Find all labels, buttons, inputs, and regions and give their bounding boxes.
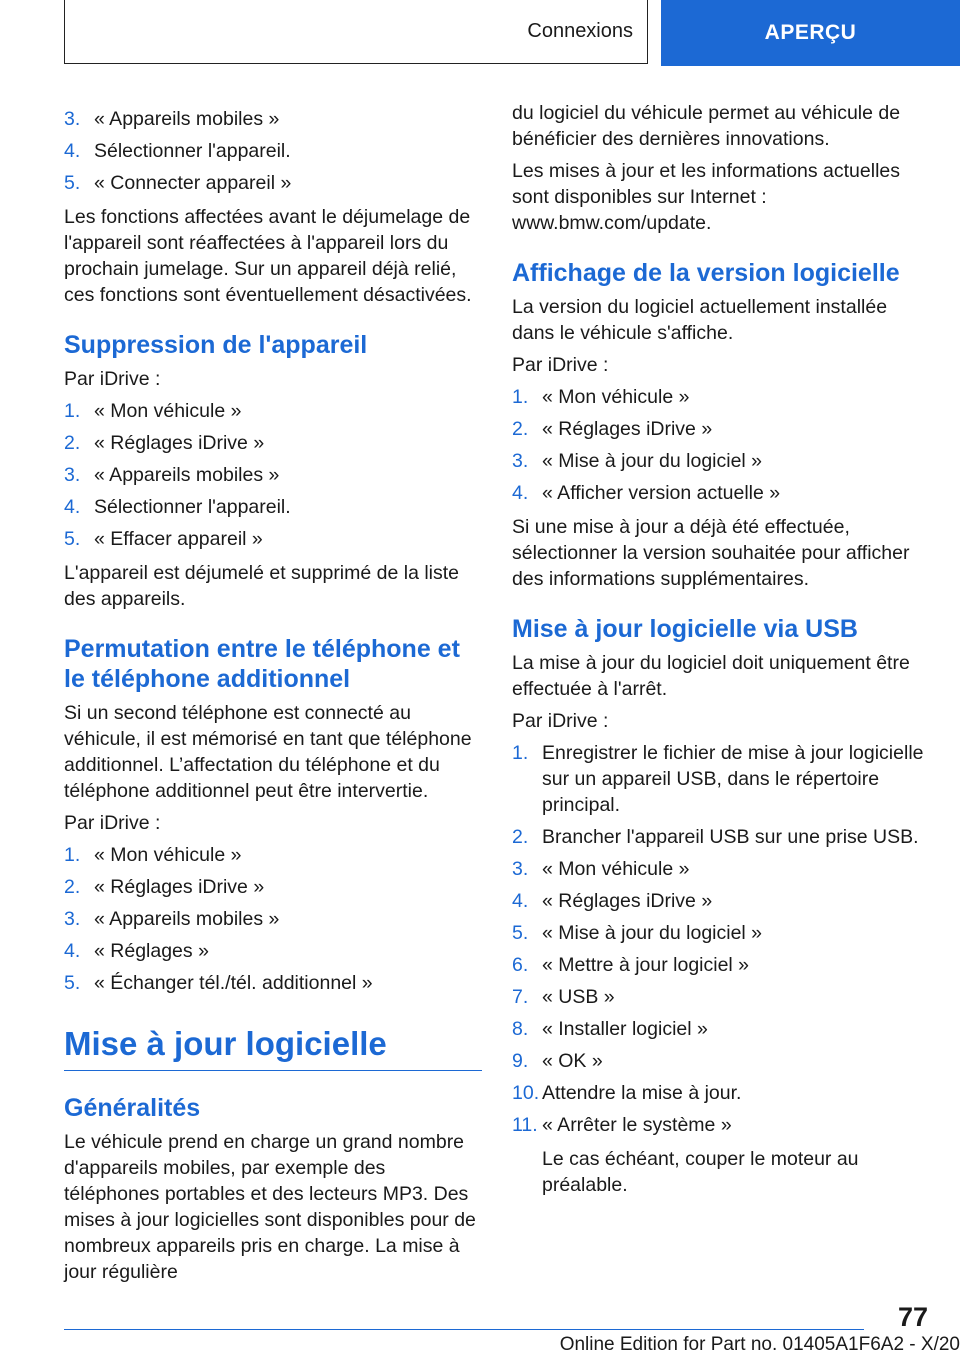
step-number: 9. xyxy=(512,1050,529,1072)
paragraph: Si un second téléphone est connecté au véhicule, il est mémorisé en tant que téléphone additionnel. L’affectation du téléphone et du téléphone additionnel peut être intervertie. xyxy=(64,702,472,802)
heading-version-display: Affichage de la version logicielle xyxy=(512,259,900,287)
step-text: « Mon véhicule » xyxy=(94,400,242,422)
step-text: « Mise à jour du logiciel » xyxy=(542,922,763,944)
step-number: 8. xyxy=(512,1018,529,1040)
list-item xyxy=(512,384,928,410)
list-item xyxy=(512,952,928,978)
step-text: « Arrêter le système » xyxy=(542,1114,732,1136)
step-number: 2. xyxy=(512,826,529,848)
list-item xyxy=(512,1048,928,1074)
step-text: Sélectionner l'appareil. xyxy=(94,496,291,518)
list-item xyxy=(512,416,928,442)
paragraph: Le véhicule prend en charge un grand nombre d'appareils mobiles, par exemple des téléphones portables et des lecteurs MP3. Des mises à jour logicielles sont disponibles pour de nombreux appareils pris en charge. La mise à jour régulière xyxy=(64,1131,476,1283)
step-number: 3. xyxy=(64,464,81,486)
step-number: 4. xyxy=(64,940,81,962)
paragraph: Si une mise à jour a déjà été effectuée, sélectionner la version souhaitée pour afficher des informations supplémentaires. xyxy=(512,516,910,590)
paragraph: Les fonctions affectées avant le déjumelage de l'appareil sont réaffectées à l'appareil lors du prochain jumelage. Sur un appareil déjà relié, ces fonctions sont éventuellement désactivées. xyxy=(64,206,472,306)
step-text: Sélectionner l'appareil. xyxy=(94,140,291,162)
list-item xyxy=(512,740,928,818)
list-item xyxy=(512,480,928,506)
step-number: 3. xyxy=(64,108,81,130)
step-text: « Mettre à jour logiciel » xyxy=(542,954,750,976)
step-number: 4. xyxy=(512,890,529,912)
step-text: « Appareils mobiles » xyxy=(94,908,280,930)
paragraph: La version du logiciel actuellement installée dans le véhicule s'affiche. xyxy=(512,296,888,344)
list-delete xyxy=(64,398,482,552)
step-text: « OK » xyxy=(542,1050,603,1072)
overview-tab-label: APERÇU xyxy=(764,21,857,44)
list-switch xyxy=(64,842,482,996)
list-version xyxy=(512,384,928,506)
step-text: « Réglages iDrive » xyxy=(94,432,265,454)
section-tab xyxy=(64,0,648,64)
step-number: 10. xyxy=(512,1082,540,1104)
step-number: 3. xyxy=(512,858,529,880)
step-text: « Mise à jour du logiciel » xyxy=(542,450,763,472)
right-column xyxy=(512,100,928,1204)
heading-general: Généralités xyxy=(64,1094,201,1122)
heading-software-update: Mise à jour logicielle xyxy=(64,1024,482,1071)
heading-delete-device: Suppression de l'appareil xyxy=(64,331,368,359)
section-title: Connexions xyxy=(527,20,633,42)
step-text: Attendre la mise à jour. xyxy=(542,1082,742,1104)
step-text: « Effacer appareil » xyxy=(94,528,263,550)
list-item xyxy=(64,462,482,488)
list-item xyxy=(512,888,928,914)
step-text: « USB » xyxy=(542,986,615,1008)
paragraph: du logiciel du véhicule permet au véhicule de bénéficier des dernières innovations. xyxy=(512,102,901,150)
paragraph: Par iDrive : xyxy=(512,354,609,376)
step-number: 5. xyxy=(64,972,81,994)
step-text: « Installer logiciel » xyxy=(542,1018,708,1040)
list-item xyxy=(64,170,482,196)
paragraph: Les mises à jour et les informations actuelles sont disponibles sur Internet : www.bmw.com/update. xyxy=(512,160,901,234)
step-number: 11. xyxy=(512,1114,538,1136)
footer-divider xyxy=(64,1329,864,1330)
paragraph: Par iDrive : xyxy=(64,812,161,834)
step-text: « Réglages iDrive » xyxy=(542,418,713,440)
page-header xyxy=(0,0,960,66)
list-item xyxy=(512,1016,928,1042)
step-text: Enregistrer le fichier de mise à jour logicielle sur un appareil USB, dans le répertoire principal. xyxy=(542,742,924,816)
step-number: 2. xyxy=(512,418,529,440)
list-item xyxy=(64,906,482,932)
step-text: « Appareils mobiles » xyxy=(94,108,280,130)
list-item xyxy=(512,1080,928,1106)
left-column xyxy=(64,100,482,1291)
list-item xyxy=(64,970,482,996)
heading-switch-phone: Permutation entre le téléphone et le téléphone additionnel xyxy=(64,635,460,693)
list-item xyxy=(64,842,482,868)
step-number: 5. xyxy=(64,528,81,550)
list-item xyxy=(64,494,482,520)
step-text: « Connecter appareil » xyxy=(94,172,292,194)
step-number: 1. xyxy=(512,742,529,764)
step-text: « Afficher version actuelle » xyxy=(542,482,781,504)
step-number: 3. xyxy=(512,450,529,472)
list-item xyxy=(512,1112,928,1138)
page-number: 77 xyxy=(897,1302,928,1332)
list-item xyxy=(64,874,482,900)
step-number: 3. xyxy=(64,908,81,930)
list-item xyxy=(64,938,482,964)
step-text: « Réglages » xyxy=(94,940,209,962)
step-number: 5. xyxy=(64,172,81,194)
list-item xyxy=(512,920,928,946)
step-number: 5. xyxy=(512,922,529,944)
list-item xyxy=(512,824,928,850)
step-number: 4. xyxy=(512,482,529,504)
list-item xyxy=(512,984,928,1010)
overview-tab[interactable] xyxy=(661,0,960,66)
list-item xyxy=(512,448,928,474)
step-number: 2. xyxy=(64,876,81,898)
step-number: 1. xyxy=(64,844,81,866)
step-number: 2. xyxy=(64,432,81,454)
list-item xyxy=(64,398,482,424)
step-text: Brancher l'appareil USB sur une prise USB. xyxy=(542,826,919,848)
list-usb xyxy=(512,740,928,1138)
step-number: 6. xyxy=(512,954,529,976)
list-item xyxy=(64,106,482,132)
step-text: « Réglages iDrive » xyxy=(542,890,713,912)
step-number: 1. xyxy=(512,386,529,408)
step-number: 7. xyxy=(512,986,529,1008)
heading-usb-update: Mise à jour logicielle via USB xyxy=(512,615,858,643)
edition-note: Online Edition for Part no. 01405A1F6A2 - X/20 xyxy=(559,1334,960,1355)
step-text: « Mon véhicule » xyxy=(542,386,690,408)
list-item xyxy=(64,430,482,456)
step-number: 1. xyxy=(64,400,81,422)
step-text: « Mon véhicule » xyxy=(542,858,690,880)
step-number: 4. xyxy=(64,140,81,162)
paragraph: Par iDrive : xyxy=(64,368,161,390)
list-connect xyxy=(64,106,482,196)
step-text: « Réglages iDrive » xyxy=(94,876,265,898)
paragraph: La mise à jour du logiciel doit uniquement être effectuée à l'arrêt. xyxy=(512,652,910,700)
step-number: 4. xyxy=(64,496,81,518)
step-text: « Échanger tél./tél. additionnel » xyxy=(94,972,373,994)
paragraph: L'appareil est déjumelé et supprimé de la liste des appareils. xyxy=(64,562,460,610)
list-item xyxy=(64,526,482,552)
list-item xyxy=(64,138,482,164)
list-item xyxy=(512,856,928,882)
step-text: « Mon véhicule » xyxy=(94,844,242,866)
usb-note: Le cas échéant, couper le moteur au préalable. xyxy=(542,1148,859,1196)
step-text: « Appareils mobiles » xyxy=(94,464,280,486)
paragraph: Par iDrive : xyxy=(512,710,609,732)
